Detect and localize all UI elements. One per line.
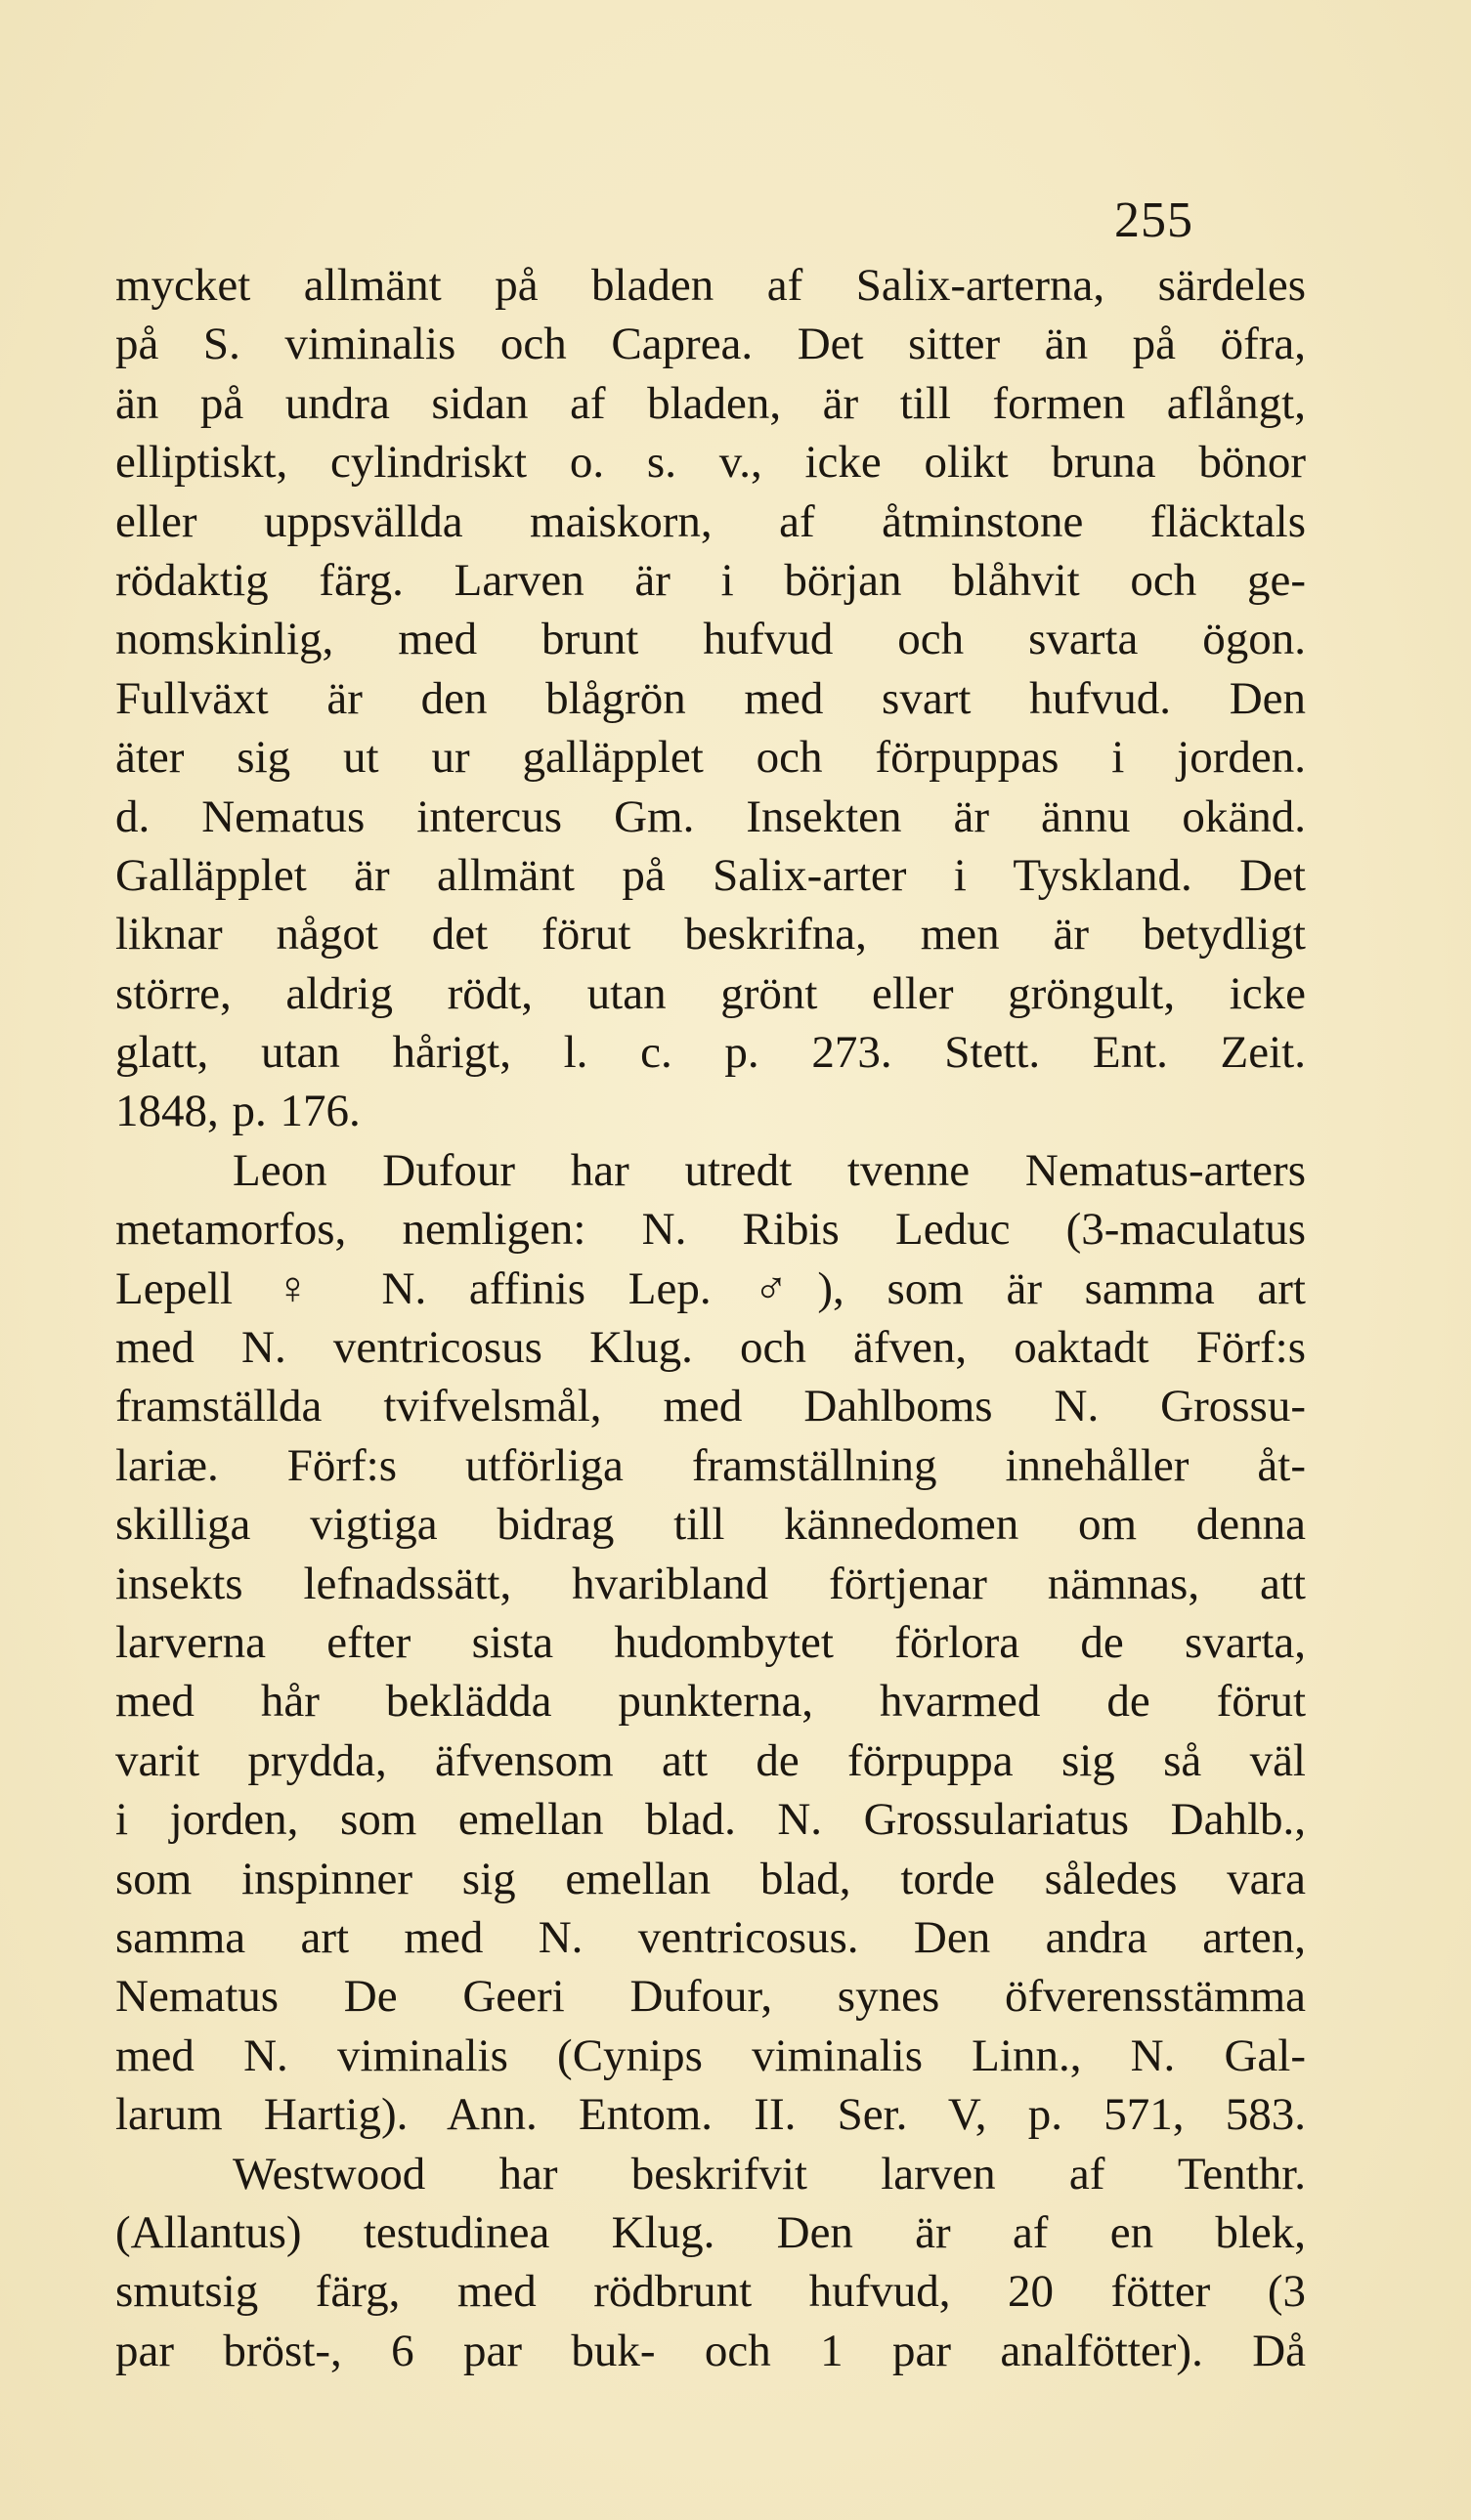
- text-line: Galläpplet är allmänt på Salix-arter i Tyskland. Det: [115, 849, 1306, 901]
- text-line: Westwood har beskrifvit larven af Tenthr.: [233, 2148, 1306, 2200]
- text-line: än på undra sidan af bladen, är till formen aflångt,: [115, 377, 1306, 429]
- text-line: äter sig ut ur galläpplet och förpuppas i jorden.: [115, 732, 1306, 784]
- text-line: på S. viminalis och Caprea. Det sitter än på öfra,: [115, 319, 1306, 370]
- text-line: insekts lefnadssätt, hvaribland förtjenar nämnas, att: [115, 1558, 1306, 1609]
- text-line: Nematus De Geeri Dufour, synes öfverensstämma: [115, 1971, 1306, 2023]
- text-line: liknar något det förut beskrifna, men är betydligt: [115, 909, 1306, 961]
- text-line: elliptiskt, cylindriskt o. s. v., icke olikt bruna bönor: [115, 437, 1306, 489]
- text-line: metamorfos, nemligen: N. Ribis Leduc (3-maculatus: [115, 1204, 1306, 1256]
- text-line: nomskinlig, med brunt hufvud och svarta ögon.: [115, 614, 1306, 665]
- text-line: skilliga vigtiga bidrag till kännedomen om denna: [115, 1499, 1306, 1551]
- text-line: Fullväxt är den blågrön med svart hufvud. Den: [115, 672, 1306, 724]
- text-line: med N. viminalis (Cynips viminalis Linn., N. Gal-: [115, 2029, 1306, 2081]
- text-line: eller uppsvällda maiskorn, af åtminstone fläcktals: [115, 495, 1306, 547]
- text-line: d. Nematus intercus Gm. Insekten är ännu okänd.: [115, 790, 1306, 842]
- text-line: samma art med N. ventricosus. Den andra arten,: [115, 1911, 1306, 1963]
- text-line: större, aldrig rödt, utan grönt eller gröngult, icke: [115, 967, 1306, 1019]
- text-line: som inspinner sig emellan blad, torde således vara: [115, 1853, 1306, 1904]
- text-line: i jorden, som emellan blad. N. Grossulariatus Dahlb.,: [115, 1794, 1306, 1846]
- text-line: par bröst-, 6 par buk- och 1 par analfötter). Då: [115, 2325, 1306, 2376]
- text-line: Leon Dufour har utredt tvenne Nematus-arters: [233, 1144, 1306, 1196]
- text-line: framställda tvifvelsmål, med Dahlboms N. Grossu-: [115, 1381, 1306, 1432]
- text-line: larverna efter sista hudombytet förlora de svarta,: [115, 1616, 1306, 1668]
- text-line: varit prydda, äfvensom att de förpuppa sig så väl: [115, 1734, 1306, 1786]
- text-line: 1848, p. 176.: [115, 1086, 361, 1137]
- text-line: Lepell ♀ N. affinis Lep. ♂), som är samma art: [115, 1262, 1306, 1314]
- text-line: lariæ. Förf:s utförliga framställning innehåller åt-: [115, 1439, 1306, 1491]
- text-line: smutsig färg, med rödbrunt hufvud, 20 fötter (3: [115, 2266, 1306, 2318]
- page-number: 255: [1114, 192, 1193, 248]
- text-line: (Allantus) testudinea Klug. Den är af en blek,: [115, 2206, 1306, 2258]
- text-line: larum Hartig). Ann. Entom. II. Ser. V, p. 571, 583.: [115, 2089, 1306, 2141]
- text-line: med N. ventricosus Klug. och äfven, oaktadt Förf:s: [115, 1322, 1306, 1374]
- text-line: med hår beklädda punkterna, hvarmed de förut: [115, 1676, 1306, 1728]
- body-text: [115, 256, 1306, 2380]
- text-line: rödaktig färg. Larven är i början blåhvit och ge-: [115, 554, 1306, 606]
- text-line: glatt, utan hårigt, l. c. p. 273. Stett. Ent. Zeit.: [115, 1027, 1306, 1079]
- text-line: mycket allmänt på bladen af Salix-arterna, särdeles: [115, 260, 1306, 311]
